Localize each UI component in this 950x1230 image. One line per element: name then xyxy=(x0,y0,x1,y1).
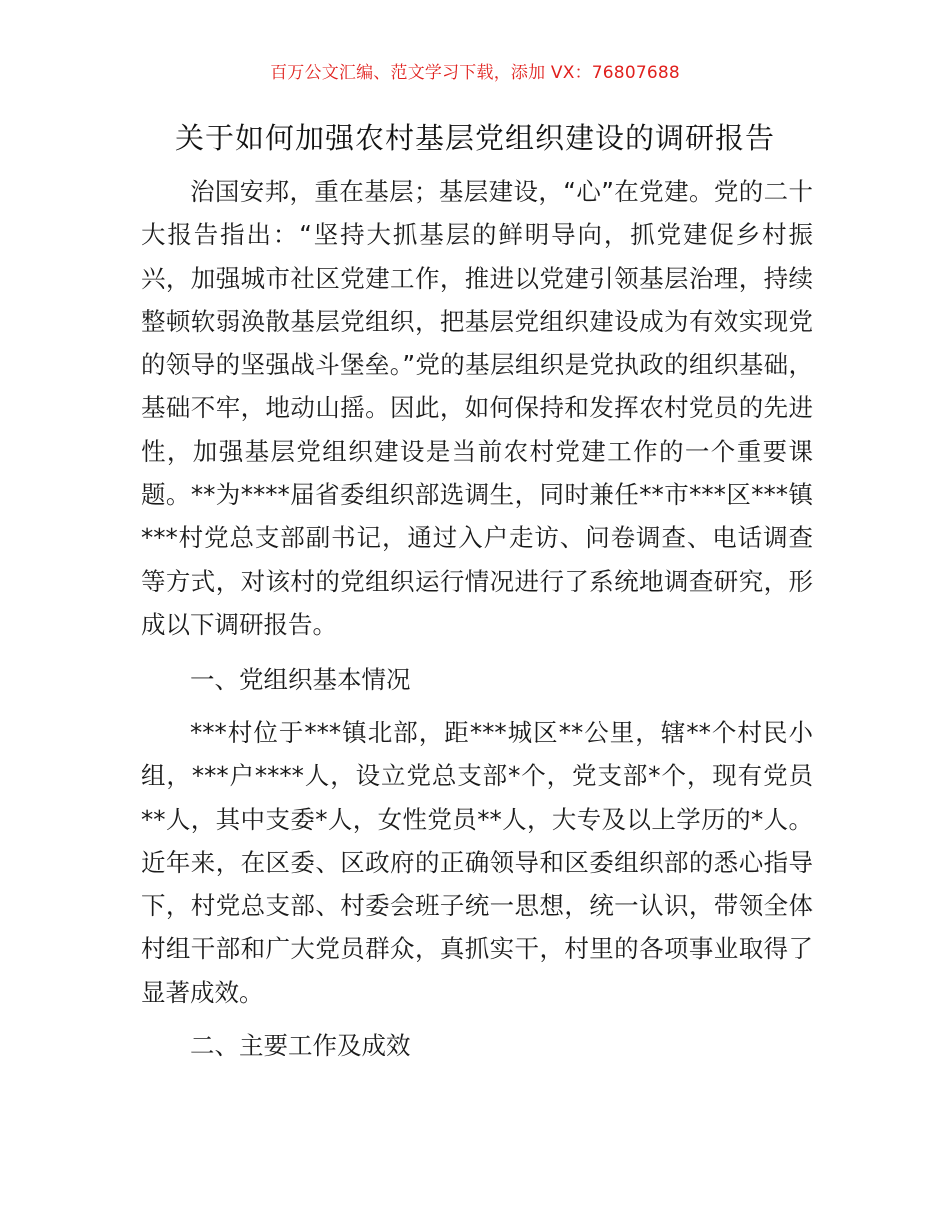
paragraph-basic-situation: ***村位于***镇北部，距***城区**公里，辖**个村民小组，***户****人，设立党总支部*个，党支部*个，现有党员**人，其中支委*人，女性党员**人，大专及以上学历的*人。近年来，在区委、区政府的正确领导和区委组织部的悉心指导下，村党总支部、村委会班子统一思想，统一认识，带领全体村组干部和广大党员群众，真抓实干，村里的各项事业取得了显著成效。 xyxy=(141,718,813,1007)
paragraph-intro: 治国安邦，重在基层；基层建设，“心”在党建。党的二十大报告指出：“坚持大抓基层的鲜明导向，抓党建促乡村振兴，加强城市社区党建工作，推进以党建引领基层治理，持续整顿软弱涣散基层党组织，把基层党组织建设成为有效实现党的领导的坚强战斗堡垒。”党的基层组织是党执政的组织基础，基础不牢，地动山摇。因此，如何保持和发挥农村党员的先进性，加强基层党组织建设是当前农村党建工作的一个重要课题。**为****届省委组织部选调生，同时兼任**市***区***镇***村党总支部副书记，通过入户走访、问卷调查、电话调查等方式，对该村的党组织运行情况进行了系统地调查研究，形成以下调研报告。 xyxy=(141,177,813,639)
document-title: 关于如何加强农村基层党组织建设的调研报告 xyxy=(174,121,775,155)
section-heading-1: 一、党组织基本情况 xyxy=(190,665,411,694)
watermark-text: 百万公文汇编、范文学习下载，添加 VX：76807688 xyxy=(270,63,680,83)
section-heading-2: 二、主要工作及成效 xyxy=(190,1031,411,1060)
